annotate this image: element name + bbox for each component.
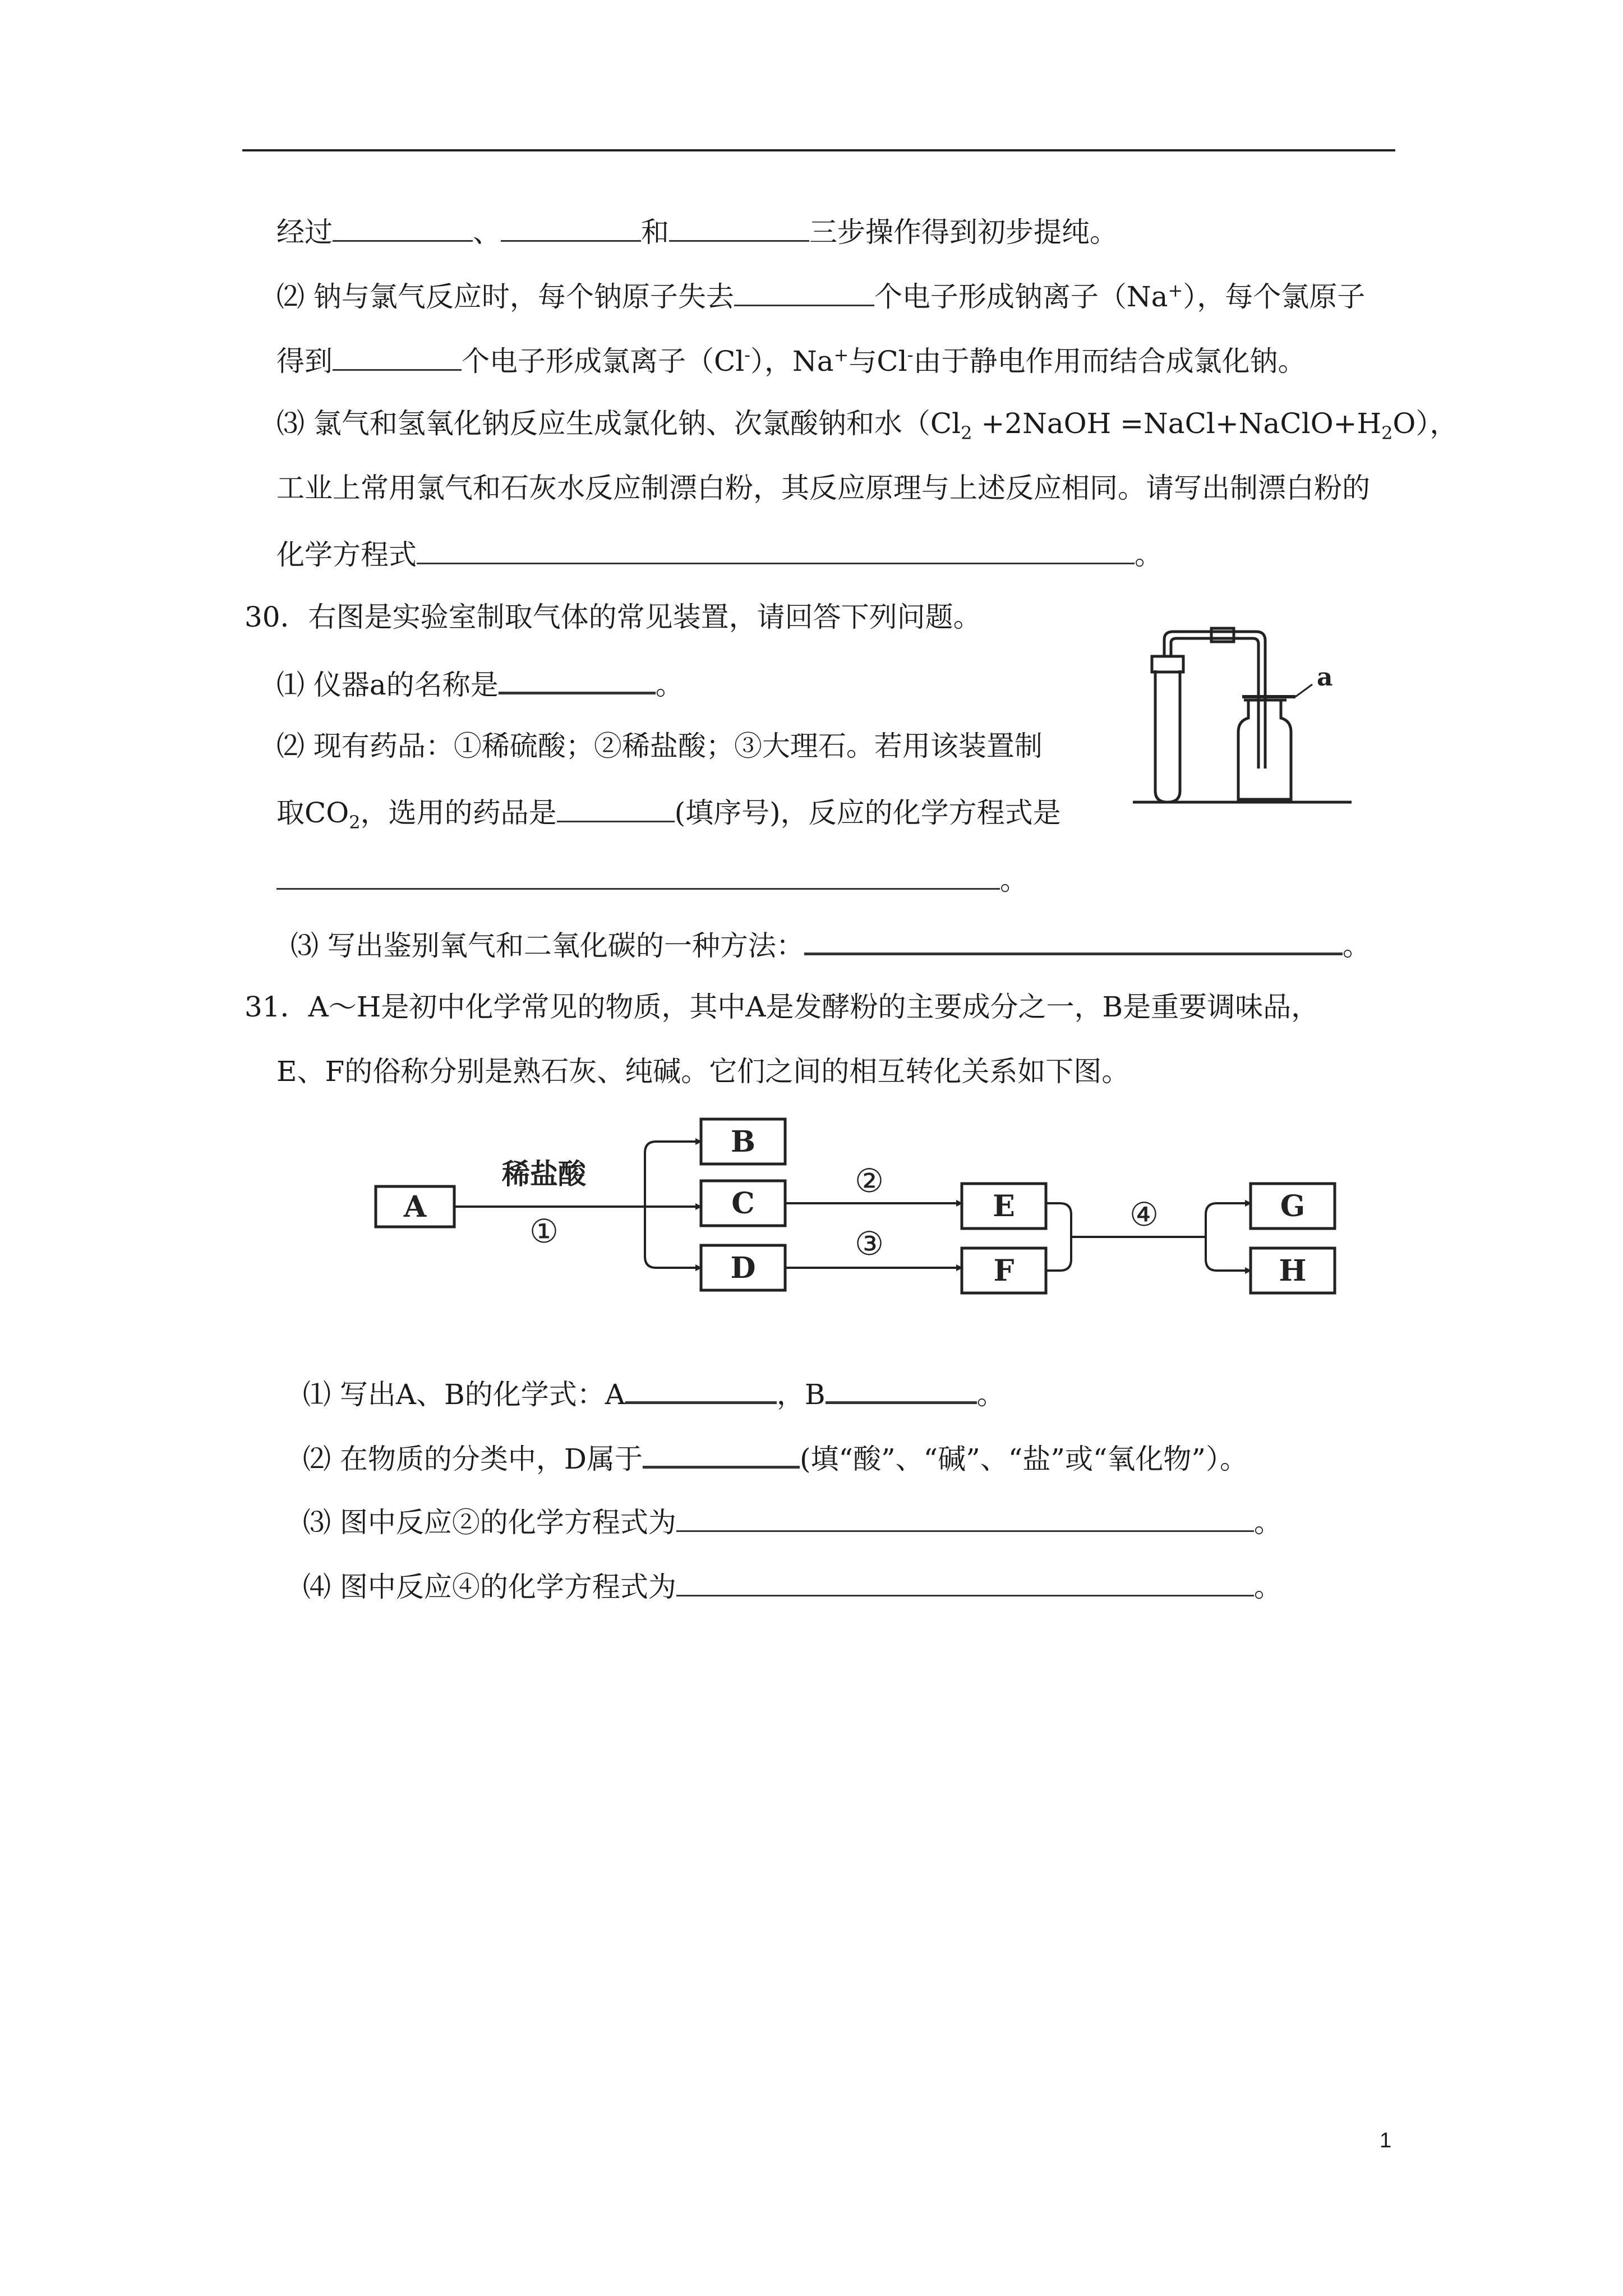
text: 个电子形成氯离子（Cl <box>462 345 745 378</box>
header-rule <box>242 149 1395 151</box>
blank[interactable] <box>734 278 874 306</box>
text: 在物质的分类中，D属于 <box>339 1443 643 1475</box>
text: 与Cl <box>849 345 907 378</box>
label-E: E <box>993 1189 1015 1223</box>
q30-s2-line-3 <box>276 861 1028 897</box>
sub-question-number: ⑶ <box>291 930 319 962</box>
q30-s2-line-2 <box>276 794 1061 833</box>
reaction-1-label: ① <box>529 1212 559 1250</box>
label-A: A <box>403 1190 427 1224</box>
label-G: G <box>1280 1189 1306 1223</box>
label-a: a <box>1317 663 1333 692</box>
text: ，B <box>776 1378 826 1411</box>
subscript: 2 <box>961 422 972 444</box>
blank[interactable] <box>676 1503 1254 1532</box>
text: 得到 <box>276 345 333 378</box>
reaction-4-label: ④ <box>1129 1195 1159 1234</box>
text: ，选用的药品是 <box>360 797 557 829</box>
text: 仪器a的名称是 <box>313 669 499 701</box>
text: 。 <box>1253 1506 1282 1539</box>
blank[interactable] <box>499 665 656 694</box>
blank[interactable] <box>804 926 1343 955</box>
text: 取CO <box>276 797 349 829</box>
sub-question-number: ⑶ <box>303 1506 331 1539</box>
reaction-2-label: ② <box>855 1162 884 1200</box>
text: 。 <box>1253 1571 1282 1603</box>
blank[interactable] <box>276 861 1000 890</box>
sub-question-number: ⑴ <box>276 669 305 701</box>
reaction-3-label: ③ <box>855 1225 884 1263</box>
q31-s3 <box>303 1503 1282 1539</box>
text: 。 <box>1342 930 1371 962</box>
q30-s1 <box>276 665 684 702</box>
text: 和 <box>641 216 669 249</box>
superscript: - <box>744 344 751 366</box>
text: 经过 <box>276 216 333 249</box>
text: (填序号)，反应的化学方程式是 <box>674 797 1061 829</box>
q31-stem-2: E、F的俗称分别是熟石灰、纯碱。它们之间的相互转化关系如下图。 <box>276 1055 1130 1088</box>
q2-line-2 <box>276 342 1306 378</box>
label-D: D <box>730 1251 756 1285</box>
blank[interactable] <box>676 1568 1254 1596</box>
gas-apparatus-figure <box>1127 617 1363 808</box>
q31-s2 <box>303 1439 1248 1476</box>
text: 三步操作得到初步提纯。 <box>809 216 1118 249</box>
blank[interactable] <box>557 794 675 822</box>
text: 图中反应②的化学方程式为 <box>339 1506 676 1539</box>
q3-line-3 <box>276 536 1163 572</box>
blank[interactable] <box>333 342 462 371</box>
test-tube <box>1155 670 1180 802</box>
superscript: - <box>907 344 914 366</box>
text: 由于静电作用而结合成氯化钠。 <box>913 345 1306 378</box>
reagent-label: 稀盐酸 <box>502 1157 586 1190</box>
blank[interactable] <box>501 213 641 242</box>
q3-line-1 <box>276 407 1458 444</box>
page-number: 1 <box>1380 2129 1392 2152</box>
blank[interactable] <box>417 536 1135 564</box>
blank[interactable] <box>625 1374 777 1404</box>
sub-question-number: ⑵ <box>276 280 305 313</box>
text: ），Na <box>750 345 834 378</box>
text: 写出A、B的化学式：A <box>339 1378 625 1411</box>
q2-line-1 <box>276 278 1365 314</box>
sub-question-number: ⑴ <box>303 1378 331 1411</box>
text: +2NaOH =NaCl+NaClO+H <box>972 407 1382 440</box>
sub-question-number: ⑷ <box>303 1571 331 1603</box>
text: 。 <box>655 669 684 701</box>
text: 写出鉴别氧气和二氧化碳的一种方法： <box>327 930 804 962</box>
q31-s4 <box>303 1568 1282 1604</box>
superscript: + <box>1168 279 1183 301</box>
sub-question-number: ⑶ <box>276 407 305 440</box>
text-line <box>276 213 1118 249</box>
subscript: 2 <box>1381 422 1393 444</box>
sub-question-number: ⑵ <box>276 730 305 762</box>
subscript: 2 <box>349 812 361 833</box>
text: 。 <box>976 1378 1005 1411</box>
text: 现有药品：①稀硫酸；②稀盐酸；③大理石。若用该装置制 <box>313 730 1043 762</box>
reaction-flow-diagram <box>365 1108 1368 1332</box>
blank[interactable] <box>333 213 473 242</box>
text: 。 <box>1000 864 1028 896</box>
superscript: + <box>833 344 849 366</box>
text: 化学方程式 <box>276 539 417 571</box>
text: 个电子形成钠离子（Na <box>874 280 1168 313</box>
blank[interactable] <box>669 213 809 242</box>
q31-s1 <box>303 1374 1005 1411</box>
q30-s3 <box>291 926 1371 963</box>
q3-line-2: 工业上常用氯气和石灰水反应制漂白粉，其反应原理与上述反应相同。请写出制漂白粉的 <box>276 472 1370 504</box>
text: O）， <box>1393 407 1458 440</box>
text: 氯气和氢氧化钠反应生成氯化钠、次氯酸钠和水（Cl <box>313 407 961 440</box>
text: ），每个氯原子 <box>1183 280 1366 313</box>
label-B: B <box>731 1125 755 1159</box>
sub-question-number: ⑵ <box>303 1443 331 1475</box>
stopper <box>1152 656 1183 672</box>
q30-stem: 30．右图是实验室制取气体的常见装置，请回答下列问题。 <box>245 601 981 633</box>
text: 图中反应④的化学方程式为 <box>339 1571 676 1603</box>
blank[interactable] <box>826 1374 977 1404</box>
label-H: H <box>1279 1254 1307 1288</box>
blank[interactable] <box>643 1439 800 1469</box>
label-F: F <box>993 1254 1015 1288</box>
text: 、 <box>473 216 501 249</box>
text: 。 <box>1135 539 1163 571</box>
text: 钠与氯气反应时，每个钠原子失去 <box>313 280 734 313</box>
text: (填“酸”、“碱”、“盐”或“氧化物”）。 <box>800 1443 1248 1475</box>
label-C: C <box>731 1186 755 1221</box>
q30-s2-line-1 <box>276 729 1043 763</box>
q31-stem-1: 31．A～H是初中化学常见的物质，其中A是发酵粉的主要成分之一，B是重要调味品， <box>245 991 1320 1023</box>
